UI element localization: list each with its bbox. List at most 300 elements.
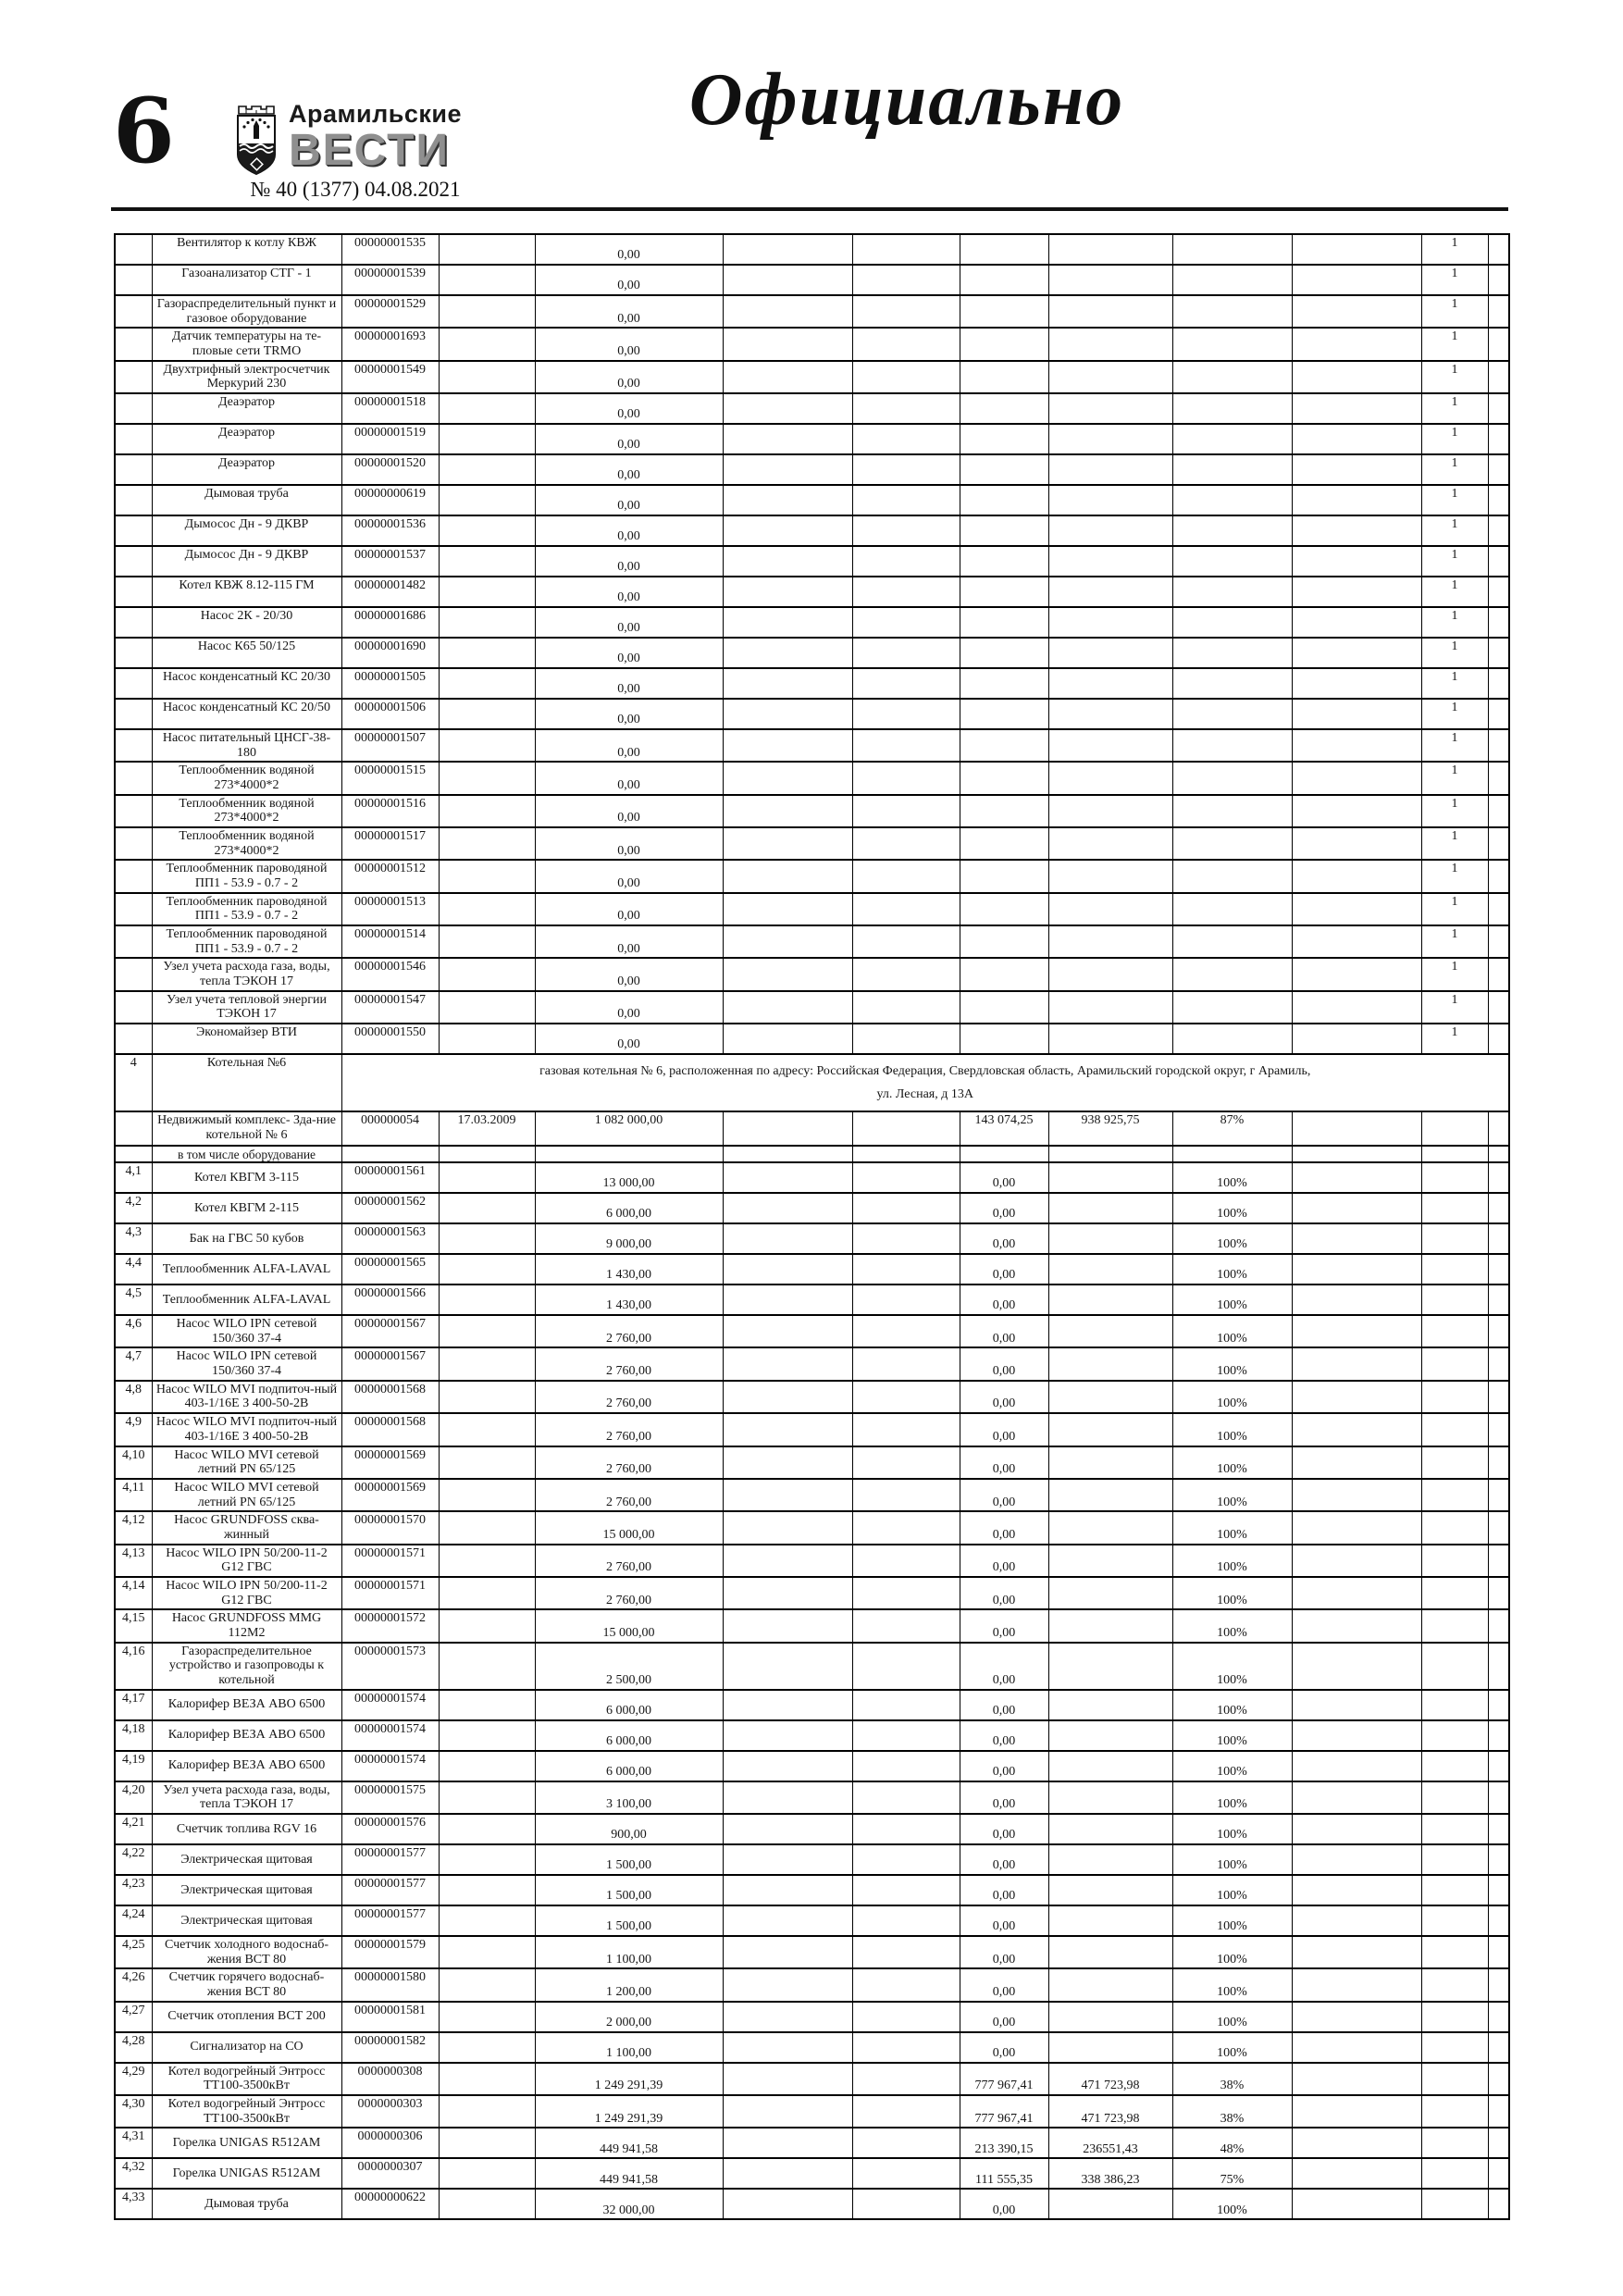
cell-amount-b <box>1048 295 1172 328</box>
cell-amount-a: 0,00 <box>960 1285 1048 1315</box>
cell-amount-b <box>1048 795 1172 827</box>
cell-count <box>1421 1781 1488 1814</box>
cell-date <box>439 361 535 393</box>
table-row <box>115 860 1509 892</box>
cell-empty-13 <box>1488 454 1509 485</box>
cell-amount-a <box>960 515 1048 546</box>
cell-count: 1 <box>1421 295 1488 328</box>
cell-cost: 0,00 <box>535 361 723 393</box>
cell-inventory-number: 00000001561 <box>341 1162 439 1193</box>
cell-date <box>439 860 535 892</box>
cell-inventory-number: 0000000308 <box>341 2063 439 2095</box>
cell-empty-11 <box>1292 1968 1421 2001</box>
cell-empty-6 <box>723 1577 852 1609</box>
cell-row-number <box>115 668 152 699</box>
cell-empty-7 <box>852 1315 960 1347</box>
cell-percent: 48% <box>1172 2128 1292 2158</box>
cell-amount-a <box>960 958 1048 990</box>
cell-percent <box>1172 729 1292 762</box>
cell-cost: 0,00 <box>535 958 723 990</box>
cell-percent: 75% <box>1172 2158 1292 2189</box>
cell-amount-b <box>1048 958 1172 990</box>
cell-empty-13 <box>1488 2158 1509 2189</box>
cell-amount-a <box>960 577 1048 607</box>
cell-row-number <box>115 393 152 424</box>
cell-name: Насос питательный ЦНСГ-38-180 <box>152 729 341 762</box>
cell-cost: 0,00 <box>535 454 723 485</box>
cell-count <box>1421 1111 1488 1146</box>
cell-empty-7 <box>852 2002 960 2032</box>
cell-amount-b <box>1048 361 1172 393</box>
cell-cost: 6 000,00 <box>535 1690 723 1720</box>
cell-empty-13 <box>1488 729 1509 762</box>
cell-empty-6 <box>723 1751 852 1781</box>
cell-empty-11 <box>1292 925 1421 958</box>
cell-amount-a: 777 967,41 <box>960 2095 1048 2128</box>
cell-name: Сигнализатор на СО <box>152 2032 341 2063</box>
cell-count <box>1421 1254 1488 1285</box>
cell-date <box>439 1223 535 1254</box>
table-row <box>115 1844 1509 1875</box>
cell-amount-b: 471 723,98 <box>1048 2063 1172 2095</box>
cell-inventory-number: 00000001570 <box>341 1511 439 1544</box>
cell-row-number: 4,28 <box>115 2032 152 2063</box>
cell-date <box>439 295 535 328</box>
cell-percent <box>1172 638 1292 668</box>
cell-cost: 2 760,00 <box>535 1577 723 1609</box>
cell-empty-13 <box>1488 1511 1509 1544</box>
cell-cost: 0,00 <box>535 234 723 265</box>
cell-percent: 100% <box>1172 1643 1292 1690</box>
cell-inventory-number: 00000001571 <box>341 1545 439 1577</box>
cell-amount-a: 0,00 <box>960 2189 1048 2219</box>
table-row <box>115 1643 1509 1690</box>
cell-empty-6 <box>723 668 852 699</box>
cell-empty-6 <box>723 860 852 892</box>
cell-inventory-number: 00000001568 <box>341 1381 439 1413</box>
cell-row-number: 4,33 <box>115 2189 152 2219</box>
cell-count <box>1421 1720 1488 1751</box>
cell-empty-13 <box>1488 1162 1509 1193</box>
cell-percent <box>1172 393 1292 424</box>
cell-amount-a <box>960 827 1048 860</box>
cell-percent: 100% <box>1172 1223 1292 1254</box>
cell-count <box>1421 1814 1488 1844</box>
cell-empty-11 <box>1292 1162 1421 1193</box>
cell-amount-a <box>960 546 1048 577</box>
cell-count <box>1421 1479 1488 1511</box>
cell-empty-6 <box>723 1162 852 1193</box>
table-row <box>115 1315 1509 1347</box>
cell-empty-6 <box>723 515 852 546</box>
cell-amount-b <box>1048 1968 1172 2001</box>
cell-amount-a <box>960 393 1048 424</box>
cell-empty-11 <box>1292 515 1421 546</box>
cell-cost: 0,00 <box>535 295 723 328</box>
cell-name: Счетчик горячего водоснаб-жения ВСТ 80 <box>152 1968 341 2001</box>
cell-inventory-number: 00000001562 <box>341 1193 439 1223</box>
cell-amount-a: 0,00 <box>960 1413 1048 1446</box>
cell-date <box>439 1413 535 1446</box>
cell-amount-b <box>1048 1511 1172 1544</box>
cell-row-number <box>115 699 152 729</box>
cell-empty-6 <box>723 958 852 990</box>
table-row <box>115 1690 1509 1720</box>
cell-percent: 100% <box>1172 2032 1292 2063</box>
cell-empty-13 <box>1488 638 1509 668</box>
cell-amount-b <box>1048 1479 1172 1511</box>
table-row <box>115 699 1509 729</box>
cell-cost: 0,00 <box>535 485 723 515</box>
cell-percent <box>1172 1146 1292 1162</box>
cell-empty-6 <box>723 1254 852 1285</box>
cell-empty-7 <box>852 827 960 860</box>
cell-empty-11 <box>1292 1111 1421 1146</box>
cell-row-number: 4,31 <box>115 2128 152 2158</box>
cell-row-number <box>115 991 152 1024</box>
cell-amount-b <box>1048 1223 1172 1254</box>
cell-count <box>1421 2158 1488 2189</box>
masthead-title-small: Арамильские <box>289 100 462 128</box>
cell-inventory-number: 0000000307 <box>341 2158 439 2189</box>
section-title: Официально <box>688 59 1125 141</box>
cell-row-number: 4,5 <box>115 1285 152 1315</box>
cell-empty-13 <box>1488 699 1509 729</box>
cell-amount-b: 236551,43 <box>1048 2128 1172 2158</box>
cell-cost: 449 941,58 <box>535 2128 723 2158</box>
cell-amount-a <box>960 925 1048 958</box>
cell-amount-a: 0,00 <box>960 1690 1048 1720</box>
cell-empty-11 <box>1292 699 1421 729</box>
cell-empty-13 <box>1488 328 1509 360</box>
cell-cost: 2 500,00 <box>535 1643 723 1690</box>
table-row <box>115 1479 1509 1511</box>
cell-date <box>439 991 535 1024</box>
cell-percent <box>1172 295 1292 328</box>
cell-empty-7 <box>852 546 960 577</box>
cell-date <box>439 762 535 794</box>
cell-date <box>439 1577 535 1609</box>
cell-empty-13 <box>1488 1609 1509 1642</box>
cell-empty-11 <box>1292 546 1421 577</box>
cell-name: Газоанализатор СТГ - 1 <box>152 265 341 295</box>
cell-amount-b <box>1048 991 1172 1024</box>
cell-cost: 0,00 <box>535 925 723 958</box>
cell-cost: 1 100,00 <box>535 1936 723 1968</box>
cell-amount-a <box>960 729 1048 762</box>
cell-row-number <box>115 607 152 638</box>
cell-percent: 100% <box>1172 1875 1292 1905</box>
cell-name: Узел учета расхода газа, воды, тепла ТЭКОН 17 <box>152 1781 341 1814</box>
cell-amount-a <box>960 234 1048 265</box>
cell-date <box>439 1315 535 1347</box>
cell-percent <box>1172 485 1292 515</box>
cell-row-number: 4,9 <box>115 1413 152 1446</box>
cell-empty-13 <box>1488 1146 1509 1162</box>
cell-count <box>1421 2189 1488 2219</box>
cell-cost: 1 430,00 <box>535 1285 723 1315</box>
cell-date <box>439 699 535 729</box>
cell-inventory-number: 00000001565 <box>341 1254 439 1285</box>
cell-percent <box>1172 860 1292 892</box>
cell-row-number <box>115 1146 152 1162</box>
cell-empty-7 <box>852 1162 960 1193</box>
cell-name: Насос WILO MVI подпиточ-ный 403-1/16Е З 400-50-2В <box>152 1413 341 1446</box>
cell-count: 1 <box>1421 546 1488 577</box>
cell-cost: 15 000,00 <box>535 1609 723 1642</box>
cell-empty-13 <box>1488 361 1509 393</box>
cell-empty-6 <box>723 1844 852 1875</box>
cell-row-number: 4,26 <box>115 1968 152 2001</box>
cell-empty-7 <box>852 485 960 515</box>
cell-row-number: 4,21 <box>115 1814 152 1844</box>
cell-empty-7 <box>852 2158 960 2189</box>
cell-date <box>439 795 535 827</box>
cell-count <box>1421 1381 1488 1413</box>
cell-cost: 0,00 <box>535 668 723 699</box>
table-row <box>115 1162 1509 1193</box>
cell-name: Бак на ГВС 50 кубов <box>152 1223 341 1254</box>
cell-count <box>1421 2095 1488 2128</box>
cell-empty-13 <box>1488 1223 1509 1254</box>
cell-count <box>1421 1968 1488 2001</box>
cell-row-number <box>115 577 152 607</box>
cell-amount-b <box>1048 1751 1172 1781</box>
cell-empty-6 <box>723 1875 852 1905</box>
cell-inventory-number: 00000001529 <box>341 295 439 328</box>
cell-name: Калорифер ВЕЗА АВО 6500 <box>152 1690 341 1720</box>
cell-cost: 1 200,00 <box>535 1968 723 2001</box>
cell-empty-11 <box>1292 1814 1421 1844</box>
cell-row-number <box>115 638 152 668</box>
cell-percent: 100% <box>1172 1347 1292 1380</box>
table-row <box>115 1511 1509 1544</box>
cell-empty-11 <box>1292 1609 1421 1642</box>
cell-count: 1 <box>1421 328 1488 360</box>
cell-empty-11 <box>1292 893 1421 925</box>
cell-percent <box>1172 668 1292 699</box>
cell-percent: 100% <box>1172 1545 1292 1577</box>
cell-percent: 100% <box>1172 2002 1292 2032</box>
cell-date <box>439 1479 535 1511</box>
cell-date <box>439 2158 535 2189</box>
cell-inventory-number: 00000001512 <box>341 860 439 892</box>
cell-count: 1 <box>1421 577 1488 607</box>
cell-empty-7 <box>852 234 960 265</box>
cell-empty-13 <box>1488 925 1509 958</box>
cell-count <box>1421 2063 1488 2095</box>
cell-empty-6 <box>723 2032 852 2063</box>
cell-count: 1 <box>1421 893 1488 925</box>
cell-amount-b <box>1048 515 1172 546</box>
cell-empty-11 <box>1292 2063 1421 2095</box>
cell-cost: 1 430,00 <box>535 1254 723 1285</box>
cell-date <box>439 577 535 607</box>
cell-empty-7 <box>852 1875 960 1905</box>
cell-inventory-number: 00000001579 <box>341 1936 439 1968</box>
cell-amount-a <box>960 795 1048 827</box>
cell-cost: 0,00 <box>535 515 723 546</box>
cell-count: 1 <box>1421 699 1488 729</box>
cell-amount-a: 213 390,15 <box>960 2128 1048 2158</box>
cell-row-number <box>115 762 152 794</box>
cell-name: Насос 2К - 20/30 <box>152 607 341 638</box>
cell-row-number: 4,22 <box>115 1844 152 1875</box>
cell-cost: 0,00 <box>535 265 723 295</box>
cell-empty-11 <box>1292 234 1421 265</box>
subheader-row <box>115 1146 1509 1162</box>
cell-amount-a <box>960 638 1048 668</box>
cell-empty-13 <box>1488 1446 1509 1479</box>
cell-amount-b <box>1048 454 1172 485</box>
cell-date <box>439 1814 535 1844</box>
table-row <box>115 1968 1509 2001</box>
cell-empty-6 <box>723 638 852 668</box>
cell-amount-a <box>960 893 1048 925</box>
cell-count: 1 <box>1421 607 1488 638</box>
cell-name: Деаэратор <box>152 424 341 454</box>
cell-empty-13 <box>1488 577 1509 607</box>
cell-date <box>439 607 535 638</box>
cell-amount-a: 0,00 <box>960 1875 1048 1905</box>
cell-count: 1 <box>1421 1024 1488 1054</box>
cell-empty-13 <box>1488 1577 1509 1609</box>
cell-count: 1 <box>1421 454 1488 485</box>
table-row <box>115 2189 1509 2219</box>
cell-date <box>439 1720 535 1751</box>
cell-inventory-number: 00000001574 <box>341 1690 439 1720</box>
cell-date <box>439 1875 535 1905</box>
cell-empty-6 <box>723 2128 852 2158</box>
cell-count <box>1421 1643 1488 1690</box>
cell-inventory-number: 0000000306 <box>341 2128 439 2158</box>
cell-count <box>1421 1193 1488 1223</box>
cell-empty-6 <box>723 485 852 515</box>
table-row <box>115 1936 1509 1968</box>
header-rule <box>111 207 1508 211</box>
cell-name: Насос WILO MVI сетевой летний PN 65/125 <box>152 1446 341 1479</box>
table-row <box>115 485 1509 515</box>
cell-row-number <box>115 485 152 515</box>
cell-row-number <box>115 361 152 393</box>
complex-row <box>115 1111 1509 1146</box>
cell-amount-b <box>1048 1905 1172 1936</box>
cell-empty-7 <box>852 2128 960 2158</box>
cell-amount-a <box>960 668 1048 699</box>
cell-name: Счетчик отопления ВСТ 200 <box>152 2002 341 2032</box>
cell-percent: 100% <box>1172 1162 1292 1193</box>
cell-empty-13 <box>1488 295 1509 328</box>
cell-empty-6 <box>723 925 852 958</box>
cell-amount-b <box>1048 1024 1172 1054</box>
cell-percent: 100% <box>1172 1413 1292 1446</box>
cell-empty-6 <box>723 729 852 762</box>
cell-count <box>1421 1545 1488 1577</box>
cell-name: Вентилятор к котлу КВЖ <box>152 234 341 265</box>
cell-empty-11 <box>1292 668 1421 699</box>
table-row <box>115 1381 1509 1413</box>
cell-inventory-number: 00000000622 <box>341 2189 439 2219</box>
cell-count <box>1421 1446 1488 1479</box>
cell-percent: 100% <box>1172 1315 1292 1347</box>
cell-date <box>439 1643 535 1690</box>
cell-count: 1 <box>1421 485 1488 515</box>
cell-date <box>439 729 535 762</box>
cell-inventory-number: 000000054 <box>341 1111 439 1146</box>
cell-empty-11 <box>1292 361 1421 393</box>
table-row <box>115 1609 1509 1642</box>
cell-empty-11 <box>1292 1347 1421 1380</box>
cell-name: Котел водогрейный Энтросс ТТ100-3500кВт <box>152 2095 341 2128</box>
cell-date <box>439 1781 535 1814</box>
cell-empty-7 <box>852 1577 960 1609</box>
cell-name: Деаэратор <box>152 454 341 485</box>
table-row <box>115 1751 1509 1781</box>
cell-empty-7 <box>852 607 960 638</box>
cell-percent <box>1172 515 1292 546</box>
cell-amount-a: 0,00 <box>960 1446 1048 1479</box>
cell-name: Газораспределительный пункт и газовое оборудование <box>152 295 341 328</box>
cell-count: 1 <box>1421 515 1488 546</box>
cell-cost: 0,00 <box>535 699 723 729</box>
cell-amount-a <box>960 424 1048 454</box>
cell-count: 1 <box>1421 265 1488 295</box>
cell-empty-11 <box>1292 1381 1421 1413</box>
table-row <box>115 265 1509 295</box>
cell-row-number: 4,19 <box>115 1751 152 1781</box>
cell-amount-b <box>1048 1193 1172 1223</box>
table-wrap <box>114 233 1510 2220</box>
cell-empty-13 <box>1488 234 1509 265</box>
cell-empty-11 <box>1292 393 1421 424</box>
cell-inventory-number: 00000001506 <box>341 699 439 729</box>
cell-percent: 100% <box>1172 1751 1292 1781</box>
cell-empty-11 <box>1292 328 1421 360</box>
cell-cost: 0,00 <box>535 577 723 607</box>
cell-empty-13 <box>1488 1814 1509 1844</box>
cell-row-number <box>115 893 152 925</box>
cell-row-number: 4,27 <box>115 2002 152 2032</box>
cell-empty-13 <box>1488 1875 1509 1905</box>
cell-percent <box>1172 546 1292 577</box>
cell-empty-6 <box>723 234 852 265</box>
cell-amount-a: 0,00 <box>960 1905 1048 1936</box>
table-row <box>115 668 1509 699</box>
cell-empty-13 <box>1488 1024 1509 1054</box>
cell-empty-7 <box>852 1285 960 1315</box>
cell-name: Электрическая щитовая <box>152 1875 341 1905</box>
cell-empty-6 <box>723 1936 852 1968</box>
cell-percent <box>1172 328 1292 360</box>
cell-empty-13 <box>1488 1347 1509 1380</box>
cell-empty-7 <box>852 265 960 295</box>
cell-count <box>1421 1315 1488 1347</box>
cell-empty-6 <box>723 1720 852 1751</box>
cell-empty-6 <box>723 1690 852 1720</box>
cell-row-number: 4,4 <box>115 1254 152 1285</box>
cell-row-number: 4 <box>115 1054 152 1111</box>
cell-cost: 2 760,00 <box>535 1347 723 1380</box>
cell-amount-b <box>1048 393 1172 424</box>
cell-inventory-number: 00000001574 <box>341 1751 439 1781</box>
table-row <box>115 2128 1509 2158</box>
cell-name: Теплообменник пароводяной ПП1 - 53.9 - 0.7 - 2 <box>152 925 341 958</box>
cell-count: 1 <box>1421 729 1488 762</box>
cell-name: Счетчик холодного водоснаб-жения ВСТ 80 <box>152 1936 341 1968</box>
cell-empty-11 <box>1292 860 1421 892</box>
cell-cost: 0,00 <box>535 762 723 794</box>
cell-name: Котел КВГМ 2-115 <box>152 1193 341 1223</box>
